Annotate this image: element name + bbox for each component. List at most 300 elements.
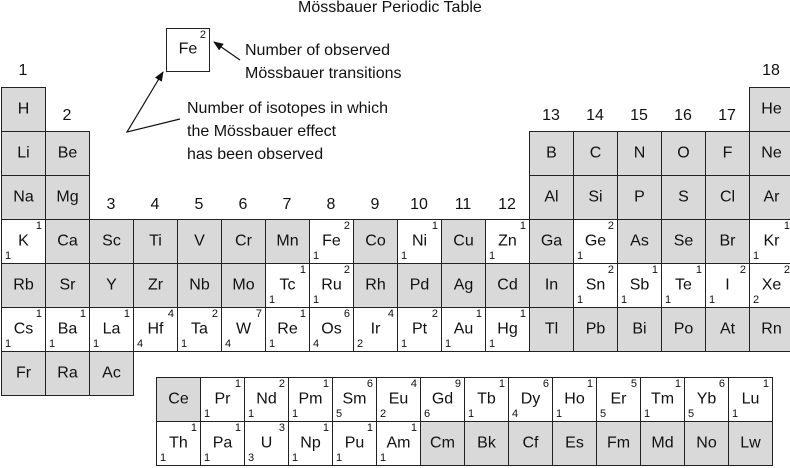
isotope-count: 1	[313, 250, 320, 262]
element-cell-na	[1, 175, 46, 220]
element-cell-zr	[133, 263, 178, 308]
element-cell-fe	[309, 219, 354, 264]
transition-count: 1	[35, 220, 42, 232]
element-cell-bk	[464, 421, 509, 466]
element-cell-pa	[200, 421, 245, 466]
element-symbol: Pm	[298, 390, 323, 408]
element-cell-er	[596, 377, 641, 422]
element-cell-cu	[441, 219, 486, 264]
element-cell-cl	[705, 175, 750, 220]
element-symbol: Ag	[453, 276, 474, 294]
element-symbol: P	[634, 188, 645, 206]
isotope-count: 1	[5, 250, 12, 262]
group-label-15: 15	[630, 107, 648, 124]
element-symbol: Ar	[763, 188, 780, 206]
element-cell-br	[705, 219, 750, 264]
isotope-count: 1	[401, 338, 408, 350]
element-symbol: Dy	[520, 390, 541, 408]
isotope-count: 2	[380, 408, 387, 420]
element-cell-nd	[244, 377, 289, 422]
element-symbol: Nd	[256, 390, 277, 408]
transition-count: 1	[498, 378, 505, 390]
transition-count: 4	[167, 308, 174, 320]
element-cell-tl	[529, 307, 574, 352]
element-symbol: Al	[544, 188, 559, 206]
transition-count: 6	[718, 378, 725, 390]
element-cell-b	[529, 131, 574, 176]
isotope-count: 2	[753, 294, 760, 306]
transition-count: 2	[431, 308, 438, 320]
element-cell-mn	[265, 219, 310, 264]
element-cell-mo	[221, 263, 266, 308]
element-cell-in	[529, 263, 574, 308]
element-symbol: Ti	[149, 232, 162, 250]
element-cell-am	[376, 421, 421, 466]
transition-count: 1	[410, 422, 417, 434]
element-cell-ce	[156, 377, 201, 422]
group-label-3: 3	[106, 196, 116, 213]
transition-count: 4	[387, 308, 394, 320]
element-symbol: At	[719, 320, 736, 338]
legend-transitions-label-line2: Mössbauer transitions	[245, 65, 402, 82]
element-symbol: Re	[277, 320, 298, 338]
element-cell-pb	[573, 307, 618, 352]
element-cell-cf	[508, 421, 553, 466]
element-symbol: Tc	[279, 276, 296, 294]
element-symbol: Bk	[477, 434, 496, 452]
isotope-count: 1	[577, 250, 584, 262]
element-cell-mg	[45, 175, 90, 220]
element-cell-gd	[420, 377, 465, 422]
element-cell-tb	[464, 377, 509, 422]
element-symbol: Na	[13, 188, 34, 206]
element-symbol: Tl	[544, 320, 559, 338]
element-symbol: H	[17, 100, 30, 118]
element-symbol: Rn	[761, 320, 782, 338]
element-cell-pu	[332, 421, 377, 466]
element-cell-cd	[485, 263, 530, 308]
element-cell-ra	[45, 351, 90, 396]
element-symbol: Rh	[365, 276, 386, 294]
element-symbol: Kr	[763, 232, 780, 250]
isotope-count: 1	[401, 250, 408, 262]
isotope-count: 1	[5, 338, 12, 350]
element-cell-h	[1, 87, 46, 132]
element-cell-rb	[1, 263, 46, 308]
legend-isotopes-label-line2: the Mössbauer effect	[187, 123, 337, 140]
element-cell-li	[1, 131, 46, 176]
element-cell-as	[617, 219, 662, 264]
transition-count: 1	[651, 264, 658, 276]
legend-example-superscript: 2	[199, 29, 206, 41]
transition-count: 5	[630, 378, 637, 390]
element-cell-rn	[749, 307, 790, 352]
element-cell-ni	[397, 219, 442, 264]
element-cell-sb	[617, 263, 662, 308]
element-cell-n	[617, 131, 662, 176]
element-cell-i	[705, 263, 750, 308]
element-cell-no	[684, 421, 729, 466]
element-cell-y	[89, 263, 134, 308]
element-symbol: Li	[17, 144, 30, 162]
transition-count: 7	[255, 308, 262, 320]
element-symbol: F	[722, 144, 733, 162]
element-symbol: V	[194, 232, 205, 250]
isotope-count: 5	[600, 408, 607, 420]
element-symbol: Ho	[564, 390, 585, 408]
element-symbol: Pa	[212, 434, 233, 452]
page-title: Mössbauer Periodic Table	[298, 0, 482, 16]
isotope-count: 1	[732, 408, 739, 420]
element-cell-eu	[376, 377, 421, 422]
legend-transitions-label-line1: Number of observed	[245, 42, 390, 59]
isotope-count: 1	[753, 250, 760, 262]
element-cell-la	[89, 307, 134, 352]
isotope-count: 1	[577, 294, 584, 306]
element-cell-pt	[397, 307, 442, 352]
element-cell-cs	[1, 307, 46, 352]
element-symbol: He	[761, 100, 782, 118]
element-symbol: N	[633, 144, 646, 162]
element-cell-sm	[332, 377, 377, 422]
element-symbol: Th	[169, 434, 188, 452]
isotope-count: 1	[181, 338, 188, 350]
element-cell-f	[705, 131, 750, 176]
element-symbol: Sm	[342, 390, 367, 408]
element-symbol: Si	[588, 188, 603, 206]
transition-count: 2	[783, 264, 790, 276]
element-symbol: Co	[365, 232, 386, 250]
element-cell-ne	[749, 131, 790, 176]
element-symbol: Ne	[761, 144, 782, 162]
element-cell-cr	[221, 219, 266, 264]
element-cell-be	[45, 131, 90, 176]
transition-count: 1	[234, 378, 241, 390]
element-cell-es	[552, 421, 597, 466]
isotope-count: 4	[313, 338, 320, 350]
group-label-1: 1	[18, 62, 28, 79]
element-cell-fr	[1, 351, 46, 396]
transition-count: 2	[607, 264, 614, 276]
transition-count: 2	[739, 264, 746, 276]
element-symbol: Po	[673, 320, 694, 338]
isotope-count: 1	[292, 452, 299, 464]
element-cell-np	[288, 421, 333, 466]
isotope-count: 3	[248, 452, 255, 464]
transition-count: 1	[519, 308, 526, 320]
group-label-9: 9	[370, 196, 380, 213]
element-cell-bi	[617, 307, 662, 352]
element-symbol: Yb	[696, 390, 717, 408]
element-symbol: Ru	[321, 276, 342, 294]
element-cell-o	[661, 131, 706, 176]
transition-count: 1	[322, 422, 329, 434]
legend-isotopes-label-line1: Number of isotopes in which	[187, 100, 388, 117]
isotope-count: 1	[380, 452, 387, 464]
isotope-count: 1	[49, 338, 56, 350]
isotope-count: 1	[204, 408, 211, 420]
transition-count: 1	[35, 308, 42, 320]
element-symbol: No	[696, 434, 717, 452]
element-cell-th	[156, 421, 201, 466]
transition-count: 1	[475, 308, 482, 320]
element-symbol: As	[630, 232, 649, 250]
isotope-count: 1	[292, 408, 299, 420]
element-symbol: Pr	[214, 390, 231, 408]
legend-isotopes-label-line3: has been observed	[187, 146, 324, 163]
element-symbol: Sc	[102, 232, 121, 250]
element-cell-v	[177, 219, 222, 264]
isotope-count: 1	[644, 408, 651, 420]
group-label-13: 13	[542, 107, 560, 124]
group-label-2: 2	[62, 107, 72, 124]
element-symbol: Tm	[650, 390, 675, 408]
element-symbol: Os	[321, 320, 342, 338]
isotope-count: 1	[248, 408, 255, 420]
element-symbol: Ni	[411, 232, 428, 250]
transition-count: 1	[586, 378, 593, 390]
transition-count: 3	[278, 422, 285, 434]
isotope-count: 1	[269, 294, 276, 306]
element-cell-zn	[485, 219, 530, 264]
element-symbol: Lw	[740, 434, 761, 452]
transition-count: 2	[343, 220, 350, 232]
transition-count: 2	[343, 264, 350, 276]
element-symbol: Ca	[57, 232, 78, 250]
transition-count: 1	[431, 220, 438, 232]
transition-count: 1	[783, 220, 790, 232]
element-symbol: Cs	[13, 320, 34, 338]
element-cell-ru	[309, 263, 354, 308]
isotopes-arrow	[127, 72, 180, 132]
element-cell-nb	[177, 263, 222, 308]
element-cell-ba	[45, 307, 90, 352]
element-symbol: Pt	[411, 320, 428, 338]
element-cell-c	[573, 131, 618, 176]
transition-count: 1	[695, 264, 702, 276]
transition-count: 1	[123, 308, 130, 320]
element-symbol: Cr	[235, 232, 252, 250]
isotope-count: 1	[336, 452, 343, 464]
element-symbol: I	[725, 276, 730, 294]
element-symbol: Y	[106, 276, 117, 294]
isotope-count: 1	[468, 408, 475, 420]
element-symbol: Pu	[344, 434, 365, 452]
element-symbol: K	[18, 232, 29, 250]
group-label-16: 16	[674, 107, 692, 124]
group-label-14: 14	[586, 107, 604, 124]
isotope-count: 4	[512, 408, 519, 420]
element-symbol: Cm	[430, 434, 455, 452]
element-cell-ag	[441, 263, 486, 308]
element-symbol: Fr	[15, 364, 32, 382]
element-cell-k	[1, 219, 46, 264]
transitions-arrow	[214, 42, 240, 60]
isotope-count: 1	[269, 338, 276, 350]
element-symbol: Md	[651, 434, 674, 452]
element-symbol: Hf	[147, 320, 164, 338]
element-cell-pd	[397, 263, 442, 308]
element-cell-ge	[573, 219, 618, 264]
isotope-count: 4	[225, 338, 232, 350]
element-cell-tm	[640, 377, 685, 422]
element-symbol: Ge	[584, 232, 607, 250]
element-symbol: Er	[610, 390, 627, 408]
element-symbol: O	[677, 144, 690, 162]
element-cell-p	[617, 175, 662, 220]
group-label-7: 7	[282, 196, 292, 213]
element-symbol: Mn	[276, 232, 299, 250]
element-symbol: Cl	[719, 188, 736, 206]
element-cell-pm	[288, 377, 333, 422]
group-label-17: 17	[718, 107, 736, 124]
transition-count: 6	[542, 378, 549, 390]
element-cell-ga	[529, 219, 574, 264]
element-cell-ir	[353, 307, 398, 352]
element-symbol: Fm	[606, 434, 631, 452]
element-symbol: Ir	[370, 320, 381, 338]
element-symbol: Lu	[741, 390, 760, 408]
group-label-10: 10	[410, 196, 428, 213]
element-symbol: Tb	[477, 390, 496, 408]
element-symbol: Ra	[57, 364, 78, 382]
element-symbol: Cf	[522, 434, 539, 452]
element-cell-os	[309, 307, 354, 352]
transition-count: 9	[454, 378, 461, 390]
element-cell-md	[640, 421, 685, 466]
element-symbol: Zr	[147, 276, 164, 294]
transition-count: 2	[278, 378, 285, 390]
element-symbol: Xe	[761, 276, 782, 294]
element-symbol: Nb	[189, 276, 210, 294]
transition-count: 1	[366, 422, 373, 434]
element-cell-xe	[749, 263, 790, 308]
element-cell-kr	[749, 219, 790, 264]
element-symbol: Be	[57, 144, 78, 162]
element-cell-sr	[45, 263, 90, 308]
element-cell-ti	[133, 219, 178, 264]
isotope-count: 1	[489, 250, 496, 262]
element-symbol: Zn	[498, 232, 517, 250]
transition-count: 1	[322, 378, 329, 390]
group-label-6: 6	[238, 196, 248, 213]
element-symbol: S	[678, 188, 689, 206]
element-symbol: Sr	[59, 276, 76, 294]
element-cell-au	[441, 307, 486, 352]
element-cell-co	[353, 219, 398, 264]
element-symbol: Sn	[585, 276, 606, 294]
element-cell-ar	[749, 175, 790, 220]
isotope-count: 6	[424, 408, 431, 420]
element-cell-te	[661, 263, 706, 308]
element-cell-hf	[133, 307, 178, 352]
group-label-8: 8	[326, 196, 336, 213]
element-symbol: Gd	[431, 390, 454, 408]
element-symbol: B	[546, 144, 557, 162]
element-symbol: Ba	[57, 320, 78, 338]
isotope-count: 1	[313, 294, 320, 306]
element-symbol: Au	[453, 320, 474, 338]
element-cell-tc	[265, 263, 310, 308]
element-cell-lu	[728, 377, 773, 422]
transition-count: 2	[607, 220, 614, 232]
transition-count: 1	[762, 378, 769, 390]
isotope-count: 1	[489, 338, 496, 350]
transition-count: 1	[190, 422, 197, 434]
group-label-11: 11	[454, 196, 472, 213]
element-cell-ho	[552, 377, 597, 422]
element-symbol: Pb	[585, 320, 606, 338]
transition-count: 1	[234, 422, 241, 434]
element-cell-u	[244, 421, 289, 466]
element-symbol: Cu	[453, 232, 474, 250]
transition-count: 1	[674, 378, 681, 390]
element-symbol: Mg	[56, 188, 79, 206]
element-cell-dy	[508, 377, 553, 422]
element-symbol: Am	[386, 434, 411, 452]
element-symbol: Ga	[540, 232, 563, 250]
transition-count: 1	[299, 308, 306, 320]
element-cell-s	[661, 175, 706, 220]
element-cell-lw	[728, 421, 773, 466]
element-symbol: Eu	[388, 390, 409, 408]
element-cell-ca	[45, 219, 90, 264]
element-cell-al	[529, 175, 574, 220]
transition-count: 6	[366, 378, 373, 390]
element-symbol: La	[102, 320, 121, 338]
transition-count: 1	[79, 308, 86, 320]
group-label-4: 4	[150, 196, 160, 213]
element-cell-w	[221, 307, 266, 352]
element-symbol: Hg	[497, 320, 518, 338]
element-symbol: Np	[300, 434, 321, 452]
isotope-count: 1	[160, 452, 167, 464]
element-cell-ac	[89, 351, 134, 396]
element-symbol: U	[260, 434, 273, 452]
element-cell-rh	[353, 263, 398, 308]
transition-count: 4	[410, 378, 417, 390]
element-cell-he	[749, 87, 790, 132]
isotope-count: 1	[445, 338, 452, 350]
element-symbol: In	[544, 276, 559, 294]
element-symbol: Mo	[232, 276, 255, 294]
element-cell-po	[661, 307, 706, 352]
transition-count: 1	[299, 264, 306, 276]
element-cell-hg	[485, 307, 530, 352]
element-cell-se	[661, 219, 706, 264]
element-symbol: Br	[719, 232, 736, 250]
element-cell-ta	[177, 307, 222, 352]
element-symbol: Cd	[497, 276, 518, 294]
isotope-count: 5	[336, 408, 343, 420]
element-symbol: Rb	[13, 276, 34, 294]
group-label-18: 18	[762, 62, 780, 79]
isotope-count: 1	[621, 294, 628, 306]
isotope-count: 1	[709, 294, 716, 306]
element-symbol: Fe	[322, 232, 341, 250]
group-label-5: 5	[194, 196, 204, 213]
element-cell-at	[705, 307, 750, 352]
isotope-count: 1	[556, 408, 563, 420]
legend-example-symbol: Fe	[178, 40, 198, 58]
transition-count: 2	[211, 308, 218, 320]
isotope-count: 5	[688, 408, 695, 420]
element-symbol: Bi	[632, 320, 647, 338]
element-symbol: Sb	[629, 276, 650, 294]
element-cell-yb	[684, 377, 729, 422]
isotope-count: 1	[93, 338, 100, 350]
element-symbol: Te	[675, 276, 692, 294]
